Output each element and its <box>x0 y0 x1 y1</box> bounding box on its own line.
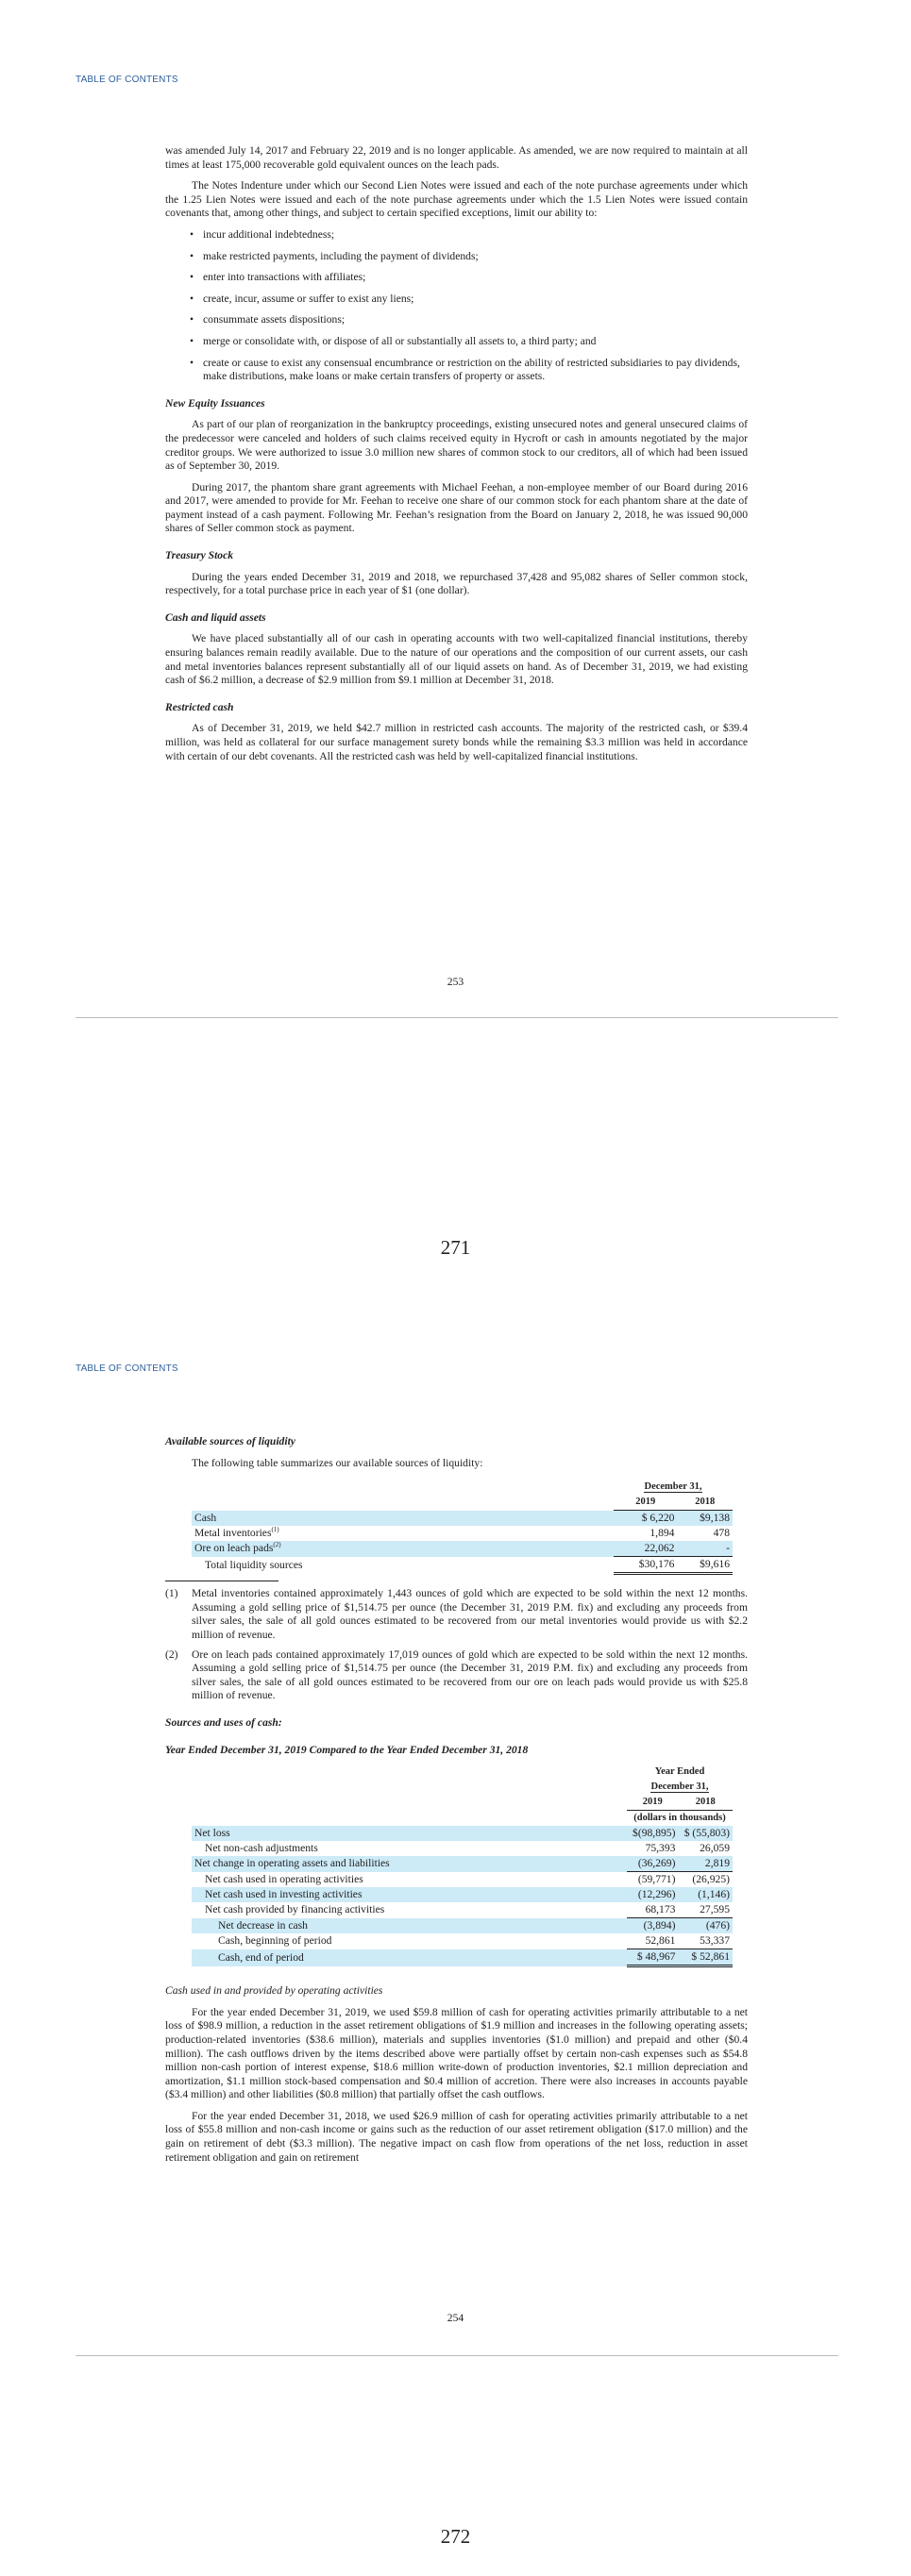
list-item: • consummate assets dispositions; <box>192 313 748 327</box>
cell-2019: 1,894 <box>650 1527 675 1540</box>
page-number: 254 <box>447 2312 464 2324</box>
footnote-mark: (2) <box>165 1648 178 1661</box>
cell-2018: 26,059 <box>700 1842 730 1855</box>
treasury-paragraph: During the years ended December 31, 2019 and 2018, we repurchased 37,428 and 95,082 shares of Seller common stock, respectively, for a total purchase price in each year of $1 (one dollar). <box>165 570 748 597</box>
cell-2018: 2,819 <box>678 1856 733 1872</box>
list-item: • incur additional indebtedness; <box>192 228 748 243</box>
row-label: Ore on leach pads <box>194 1542 274 1555</box>
footnote-ref: (2) <box>273 1541 281 1549</box>
column-header-2019: 2019 <box>614 1495 677 1511</box>
row-label: Net cash used in operating activities <box>205 1872 363 1885</box>
cell-2018: (26,925) <box>692 1873 730 1886</box>
cash-flow-table <box>192 1765 733 1967</box>
table-row <box>192 1933 733 1949</box>
operating-paragraph-2: For the year ended December 31, 2018, we used $26.9 million of cash for operating activities primarily attributable to a net loss of $55.8 million and non-cash income or gains such as the reduction of our asset retirement obligation ($17.0 million) and the gain on retirement of debt ($3.3 million). The negative impact on cash flow from operations of the net loss, reduction in asset retirement obligation and gain on retirement <box>165 2109 748 2164</box>
row-label: Cash, end of period <box>192 1949 627 1966</box>
column-header-2018: 2018 <box>677 1495 733 1511</box>
heading-treasury-stock: Treasury Stock <box>165 549 234 562</box>
column-header-2019: 2019 <box>627 1795 678 1811</box>
row-label: Net non-cash adjustments <box>205 1842 318 1855</box>
cell-2019: 52,861 <box>627 1933 678 1949</box>
document-page-number: 272 <box>440 2525 471 2548</box>
row-label: Cash <box>194 1511 217 1524</box>
cell-2019: $(98,895) <box>627 1826 678 1841</box>
table-row <box>192 1826 733 1841</box>
new-equity-paragraph-2: During 2017, the phantom share grant agreements with Michael Feehan, a non-employee member of our Board during 2016 and 2017, were amended to provide for Mr. Feehan to receive one share of our common stock for each phantom share at the date of payment instead of a cash payment. Following Mr. Feehan’s resignation from the Board on January 2, 2018, he was issued 90,000 shares of Seller common stock as payment. <box>165 480 748 535</box>
operating-paragraph-1: For the year ended December 31, 2019, we used $59.8 million of cash for operating activities primarily attributable to a net loss of $98.9 million, a reduction in the asset retirement obligations of $1.9 million and increases in the following operating assets; production-related inventories ($38.6 million), materials and supplies inventories ($1.0 million) and prepaid and other ($0.4 million). The cash outflows driven by the items described above were partially offset by certain non-cash expenses such as $54.8 million non-cash portion of interest expense, $18.6 million write-down of production inventories, $2.1 million depreciation and amortization, $1.1 million stock-based compensation and $0.4 million of accretion. There were also increases in accounts payable ($3.4 million) and other liabilities ($0.8 million) that partially offset the cash outflows. <box>165 2005 748 2101</box>
cell-2019: (3,894) <box>627 1918 678 1934</box>
heading-cash-liquid-assets: Cash and liquid assets <box>165 611 266 624</box>
footnote-text: Ore on leach pads contained approximately 17,019 ounces of gold which are expected to be sold within the next 12 months. Assuming a gold selling price of $1,514.75 per ounce (the December 31, 2019 P.M. fix) and excluding any proceeds from silver sales, the sale of all gold ounces estimated to be recovered from our ore on leach pads would provide us with $25.8 million of revenue. <box>192 1648 748 1702</box>
cell-2019: $30,176 <box>614 1557 677 1574</box>
covenants-list <box>165 228 748 384</box>
row-label: Metal inventories <box>194 1527 272 1540</box>
heading-new-equity: New Equity Issuances <box>165 396 265 410</box>
page-divider <box>76 1017 838 1018</box>
units-label: (dollars in thousands) <box>633 1813 726 1824</box>
table-row <box>192 1557 733 1574</box>
available-intro: The following table summarizes our available sources of liquidity: <box>192 1456 483 1469</box>
row-label: Net cash used in investing activities <box>192 1887 627 1902</box>
liquidity-table <box>192 1480 733 1575</box>
cell-2018: 53,337 <box>678 1933 733 1949</box>
row-label: Net decrease in cash <box>192 1918 627 1934</box>
table-row <box>192 1887 733 1902</box>
cell-2019: (59,771) <box>637 1873 676 1886</box>
list-item: • create or cause to exist any consensual encumbrance or restriction on the ability of restricted subsidiaries to pay dividends, make distributions, make loans or make certain transfers of property or assets. <box>192 357 748 384</box>
list-item: • create, incur, assume or suffer to exist any liens; <box>192 293 748 307</box>
list-item: • make restricted payments, including the payment of dividends; <box>192 250 748 264</box>
cell-2018: $ 52,861 <box>678 1949 733 1966</box>
row-label: Net loss <box>192 1826 627 1841</box>
footnote-ref: (1) <box>271 1526 279 1534</box>
heading-sources-uses: Sources and uses of cash: <box>165 1715 282 1729</box>
table-row <box>192 1918 733 1934</box>
cell-2018: $9,616 <box>677 1557 733 1574</box>
column-group-header: December 31, <box>650 1781 709 1793</box>
table-row <box>192 1856 733 1872</box>
cell-2018: - <box>677 1541 733 1557</box>
row-label: Total liquidity sources <box>205 1558 303 1571</box>
heading-restricted-cash: Restricted cash <box>165 700 234 713</box>
page-254-body <box>165 1435 748 2172</box>
list-item: • merge or consolidate with, or dispose of all or substantially all assets to, a third party; and <box>192 335 748 349</box>
cell-2018: 27,595 <box>678 1902 733 1918</box>
heading-operating-activities: Cash used in and provided by operating activities <box>165 1984 383 1998</box>
restricted-cash-paragraph: As of December 31, 2019, we held $42.7 million in restricted cash accounts. The majority of the restricted cash, or $39.4 million, was held as collateral for our surface management surety bonds while the remaining $3.3 million was held in accordance with certain of our debt covenants. All the restricted cash was held by well-capitalized financial institutions. <box>165 722 748 762</box>
table-row <box>192 1902 733 1918</box>
document-page-number: 271 <box>440 1236 471 1259</box>
covenants-paragraph: The Notes Indenture under which our Second Lien Notes were issued and each of the note purchase agreements under which the 1.25 Lien Notes were issued and each of the note purchase agreements under which the 1.5 Lien Notes were issued contain covenants that, among other things, and subject to certain specified exceptions, limit our ability to: <box>165 179 748 220</box>
table-of-contents-link[interactable]: TABLE OF CONTENTS <box>76 75 178 85</box>
cell-2019: 75,393 <box>645 1842 676 1855</box>
cell-2018: 478 <box>713 1527 730 1540</box>
footnote <box>165 1648 748 1703</box>
table-row <box>192 1511 733 1527</box>
intro-paragraph: was amended July 14, 2017 and February 22, 2019 and is no longer applicable. As amended, we are now required to maintain at all times at least 175,000 recoverable gold equivalent ounces on the leach pads. <box>165 144 748 171</box>
cell-2018: (476) <box>678 1918 733 1934</box>
column-group-header: December 31, <box>644 1481 702 1493</box>
new-equity-paragraph-1: As part of our plan of reorganization in the bankruptcy proceedings, existing unsecured notes and general unsecured claims of the predecessor were canceled and holders of such claims received equity in Hycroft or cash in amounts negotiated by the major creditor groups. We were authorized to issue 3.0 million new shares of common stock to our creditors, all of which had been issued as of September 30, 2019. <box>165 418 748 473</box>
cell-2018: $ (55,803) <box>678 1826 733 1841</box>
row-label: Net cash provided by financing activities <box>205 1903 385 1916</box>
list-item: • enter into transactions with affiliates; <box>192 271 748 285</box>
footnote <box>165 1587 748 1642</box>
table-row <box>192 1526 733 1541</box>
column-group-header: Year Ended <box>654 1766 705 1778</box>
heading-available-liquidity: Available sources of liquidity <box>165 1435 295 1447</box>
page-number: 253 <box>447 976 464 988</box>
table-row <box>192 1949 733 1966</box>
cell-2019: 22,062 <box>614 1541 677 1557</box>
table-row <box>192 1872 733 1888</box>
cell-2019: $ 6,220 <box>614 1511 677 1527</box>
row-label: Net change in operating assets and liabilities <box>192 1856 627 1872</box>
cell-2019: (12,296) <box>627 1887 678 1902</box>
table-of-contents-link[interactable]: TABLE OF CONTENTS <box>76 1363 178 1374</box>
cash-paragraph: We have placed substantially all of our cash in operating accounts with two well-capitalized financial institutions, thereby ensuring balances remain readily available. Due to the nature of our operations and the composition of our current assets, our cash and metal inventories balances represent substantially all of our liquid assets on hand. As of December 31, 2019, we had existing cash of $6.2 million, a decrease of $2.9 million from $9.1 million at December 31, 2018. <box>165 632 748 687</box>
heading-year-comparison: Year Ended December 31, 2019 Compared to the Year Ended December 31, 2018 <box>165 1743 529 1756</box>
cell-2018: $9,138 <box>677 1511 733 1527</box>
column-header-2018: 2018 <box>678 1795 733 1811</box>
table-row <box>192 1841 733 1856</box>
page-divider <box>76 2355 838 2356</box>
cell-2019: (36,269) <box>627 1856 678 1872</box>
footnote-mark: (1) <box>165 1587 178 1600</box>
cell-2019: 68,173 <box>627 1902 678 1918</box>
row-label: Cash, beginning of period <box>218 1934 332 1948</box>
cell-2019: $ 48,967 <box>627 1949 678 1966</box>
page-253-body <box>165 144 748 771</box>
table-row <box>192 1541 733 1557</box>
footnote-text: Metal inventories contained approximately 1,443 ounces of gold which are expected to be sold within the next 12 months. Assuming a gold selling price of $1,514.75 per ounce (the December 31, 2019 P.M. fix) and excluding any proceeds from silver sales, the sale of all gold ounces estimated to be recovered from our metal inventories would provide us with $2.2 million of revenue. <box>192 1587 748 1641</box>
cell-2018: (1,146) <box>678 1887 733 1902</box>
